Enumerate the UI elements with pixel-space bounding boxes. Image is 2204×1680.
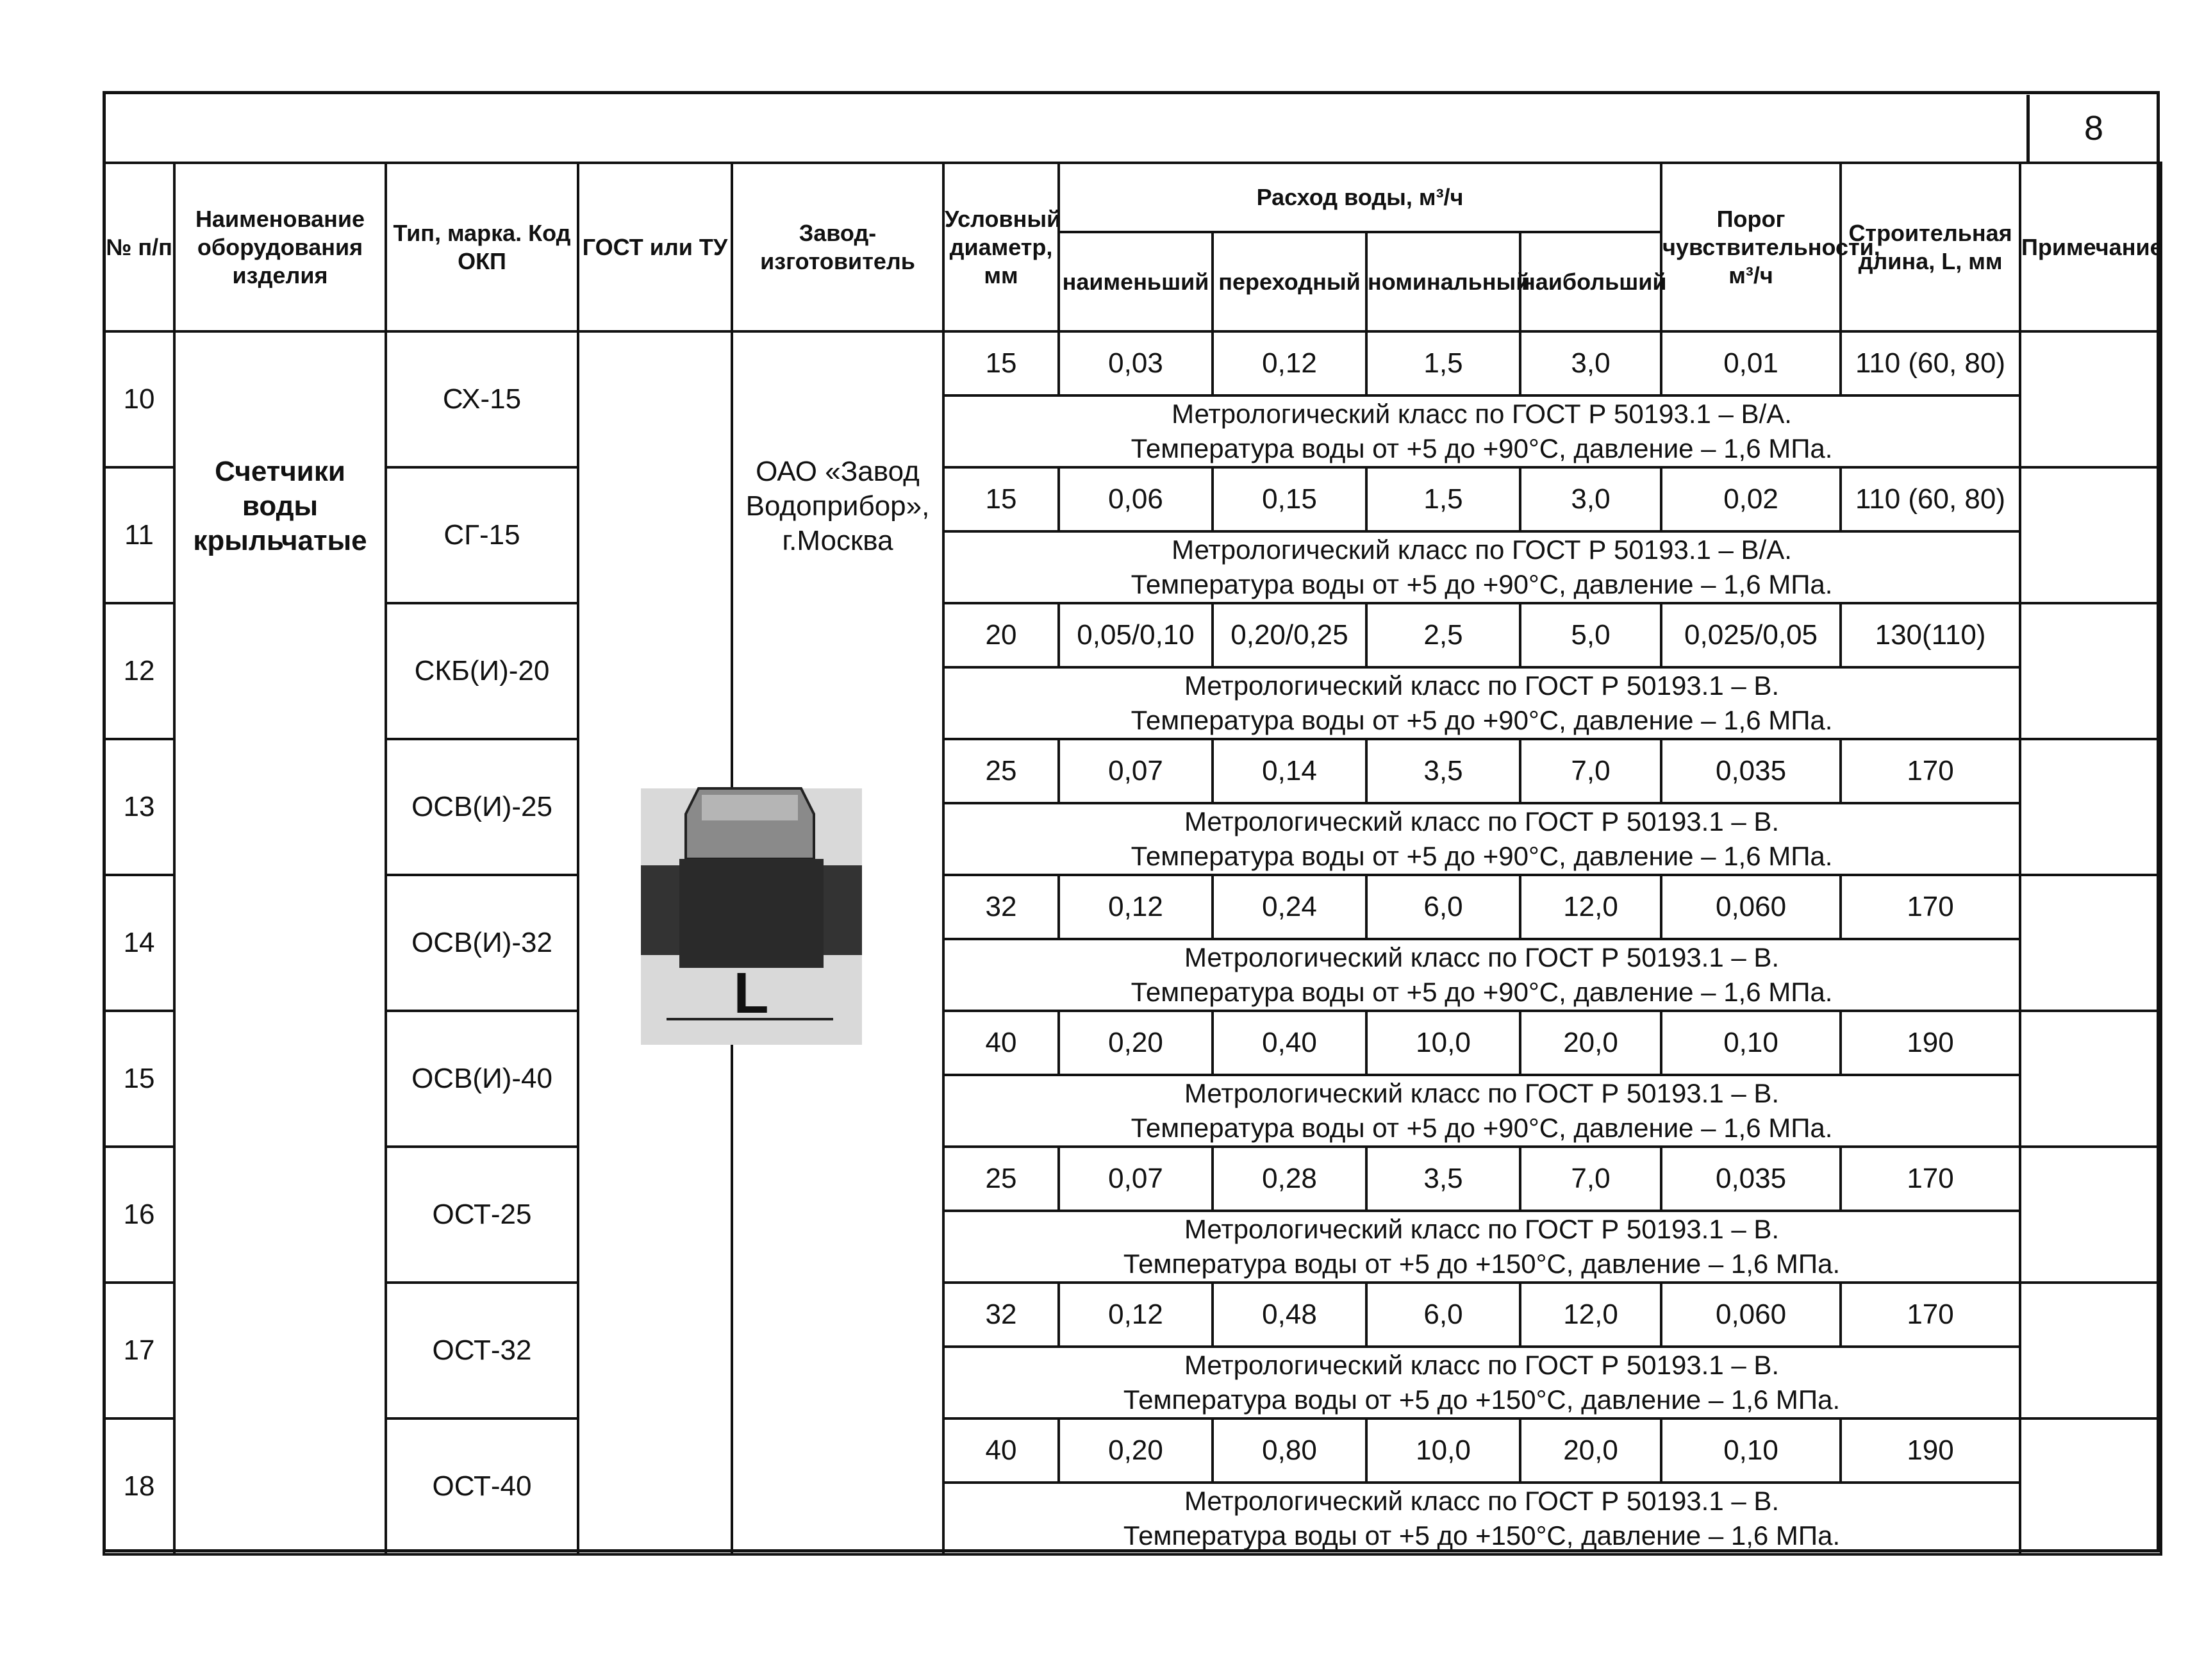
table-row: [104, 603, 2161, 667]
value-length: 130(110): [1841, 603, 2020, 667]
metrology-class: Метрологический класс по ГОСТ Р 50193.1 – В.: [1184, 1078, 1780, 1108]
value-q_nom: 3,5: [1366, 1147, 1520, 1211]
note-cell: [2020, 1011, 2161, 1147]
header-flow-max: наибольший: [1520, 232, 1661, 331]
water-meter-image: [641, 776, 862, 1045]
value-length: 170: [1841, 1283, 2020, 1347]
value-q_nom: 1,5: [1366, 467, 1520, 531]
model-type: ОСТ-32: [386, 1283, 578, 1418]
row-description: [943, 939, 2020, 1011]
row-description: [943, 803, 2020, 875]
value-length: 170: [1841, 1147, 2020, 1211]
value-threshold: 0,060: [1661, 875, 1841, 939]
temperature-pressure: Температура воды от +5 до +150°С, давление – 1,6 МПа.: [1123, 1520, 1841, 1551]
row-number: 16: [104, 1147, 174, 1283]
value-q_min: 0,06: [1059, 467, 1213, 531]
value-threshold: 0,01: [1661, 331, 1841, 395]
model-type: ОСВ(И)-25: [386, 739, 578, 875]
table-row: [104, 739, 2161, 803]
temperature-pressure: Температура воды от +5 до +90°С, давление – 1,6 МПа.: [1131, 841, 1833, 871]
value-q_nom: 3,5: [1366, 739, 1520, 803]
manufacturer: ОАО «Завод Водоприбор», г.Москва: [745, 456, 930, 556]
row-description: [943, 531, 2020, 603]
value-q_max: 12,0: [1520, 1283, 1661, 1347]
value-q_nom: 2,5: [1366, 603, 1520, 667]
value-q_max: 5,0: [1520, 603, 1661, 667]
value-q_trans: 0,12: [1213, 331, 1366, 395]
table-body: [104, 331, 2161, 1554]
value-dn: 15: [943, 331, 1059, 395]
value-dn: 40: [943, 1418, 1059, 1483]
value-q_nom: 10,0: [1366, 1418, 1520, 1483]
value-q_min: 0,03: [1059, 331, 1213, 395]
value-q_nom: 6,0: [1366, 1283, 1520, 1347]
value-q_nom: 10,0: [1366, 1011, 1520, 1075]
value-dn: 20: [943, 603, 1059, 667]
header-name: Наименование оборудования изделия: [174, 163, 386, 331]
row-number: 13: [104, 739, 174, 875]
value-q_min: 0,12: [1059, 875, 1213, 939]
note-cell: [2020, 331, 2161, 467]
value-threshold: 0,02: [1661, 467, 1841, 531]
value-length: 110 (60, 80): [1841, 331, 2020, 395]
temperature-pressure: Температура воды от +5 до +90°С, давление – 1,6 МПа.: [1131, 569, 1833, 599]
model-type: СКБ(И)-20: [386, 603, 578, 739]
note-cell: [2020, 603, 2161, 739]
value-q_trans: 0,48: [1213, 1283, 1366, 1347]
model-type: СХ-15: [386, 331, 578, 467]
row-number: 11: [104, 467, 174, 603]
value-q_min: 0,07: [1059, 1147, 1213, 1211]
header-threshold: Порог чувствительности, м³/ч: [1661, 163, 1841, 331]
value-q_min: 0,07: [1059, 739, 1213, 803]
row-number: 12: [104, 603, 174, 739]
value-threshold: 0,035: [1661, 739, 1841, 803]
row-description: [943, 1075, 2020, 1147]
value-q_min: 0,12: [1059, 1283, 1213, 1347]
row-number: 15: [104, 1011, 174, 1147]
value-threshold: 0,060: [1661, 1283, 1841, 1347]
metrology-class: Метрологический класс по ГОСТ Р 50193.1 – В.: [1184, 806, 1780, 836]
header-flow-min: наименьший: [1059, 232, 1213, 331]
header-note: Примечание: [2020, 163, 2161, 331]
table-row: [104, 331, 2161, 395]
value-dn: 15: [943, 467, 1059, 531]
note-cell: [2020, 1283, 2161, 1418]
model-type: ОСВ(И)-40: [386, 1011, 578, 1147]
table-row: [104, 1011, 2161, 1075]
metrology-class: Метрологический класс по ГОСТ Р 50193.1 – В.: [1184, 942, 1780, 972]
value-q_min: 0,20: [1059, 1011, 1213, 1075]
temperature-pressure: Температура воды от +5 до +150°С, давление – 1,6 МПа.: [1123, 1385, 1841, 1415]
temperature-pressure: Температура воды от +5 до +90°С, давление – 1,6 МПа.: [1131, 705, 1833, 735]
row-number: 14: [104, 875, 174, 1011]
value-q_max: 3,0: [1520, 331, 1661, 395]
row-description: [943, 667, 2020, 739]
header-length: Строительная длина, L, мм: [1841, 163, 2020, 331]
model-type: СГ-15: [386, 467, 578, 603]
value-dn: 32: [943, 1283, 1059, 1347]
value-q_max: 3,0: [1520, 467, 1661, 531]
value-q_max: 20,0: [1520, 1418, 1661, 1483]
table-row: [104, 1147, 2161, 1211]
value-threshold: 0,035: [1661, 1147, 1841, 1211]
value-dn: 32: [943, 875, 1059, 939]
temperature-pressure: Температура воды от +5 до +90°С, давление – 1,6 МПа.: [1131, 977, 1833, 1007]
value-dn: 25: [943, 1147, 1059, 1211]
value-threshold: 0,025/0,05: [1661, 603, 1841, 667]
note-cell: [2020, 739, 2161, 875]
table-row: [104, 875, 2161, 939]
model-type: ОСТ-25: [386, 1147, 578, 1283]
value-length: 110 (60, 80): [1841, 467, 2020, 531]
header-gost: ГОСТ или ТУ: [578, 163, 732, 331]
metrology-class: Метрологический класс по ГОСТ Р 50193.1 – В.: [1184, 1486, 1780, 1516]
temperature-pressure: Температура воды от +5 до +90°С, давление – 1,6 МПа.: [1131, 1113, 1833, 1143]
row-number: 17: [104, 1283, 174, 1418]
model-type: ОСТ-40: [386, 1418, 578, 1554]
value-length: 170: [1841, 875, 2020, 939]
value-threshold: 0,10: [1661, 1011, 1841, 1075]
row-number: 18: [104, 1418, 174, 1554]
header-diameter: Условный диаметр, мм: [943, 163, 1059, 331]
equipment-table: [103, 162, 2162, 1556]
value-q_max: 20,0: [1520, 1011, 1661, 1075]
row-number: 10: [104, 331, 174, 467]
temperature-pressure: Температура воды от +5 до +150°С, давление – 1,6 МПа.: [1123, 1249, 1841, 1279]
value-q_max: 7,0: [1520, 739, 1661, 803]
temperature-pressure: Температура воды от +5 до +90°С, давление – 1,6 МПа.: [1131, 433, 1833, 463]
header-maker: Завод-изготовитель: [732, 163, 943, 331]
row-description: [943, 1347, 2020, 1418]
row-description: [943, 1483, 2020, 1554]
table-row: [104, 467, 2161, 531]
row-description: [943, 395, 2020, 467]
header-flow-trans: переходный: [1213, 232, 1366, 331]
metrology-class: Метрологический класс по ГОСТ Р 50193.1 – В.: [1184, 670, 1780, 701]
row-description: [943, 1211, 2020, 1283]
header-type: Тип, марка. Код ОКП: [386, 163, 578, 331]
value-q_min: 0,05/0,10: [1059, 603, 1213, 667]
value-q_trans: 0,14: [1213, 739, 1366, 803]
value-q_trans: 0,40: [1213, 1011, 1366, 1075]
header-num: № п/п: [104, 163, 174, 331]
value-length: 190: [1841, 1011, 2020, 1075]
header-flow-nom: номинальный: [1366, 232, 1520, 331]
metrology-class: Метрологический класс по ГОСТ Р 50193.1 – В/А.: [1172, 399, 1792, 429]
value-q_max: 12,0: [1520, 875, 1661, 939]
value-q_trans: 0,24: [1213, 875, 1366, 939]
value-q_trans: 0,15: [1213, 467, 1366, 531]
value-threshold: 0,10: [1661, 1418, 1841, 1483]
equipment-name: Счетчики воды крыльчатые: [193, 456, 367, 556]
note-cell: [2020, 467, 2161, 603]
value-q_min: 0,20: [1059, 1418, 1213, 1483]
value-length: 190: [1841, 1418, 2020, 1483]
value-dn: 40: [943, 1011, 1059, 1075]
value-dn: 25: [943, 739, 1059, 803]
value-q_nom: 1,5: [1366, 331, 1520, 395]
note-cell: [2020, 875, 2161, 1011]
value-q_trans: 0,20/0,25: [1213, 603, 1366, 667]
equipment-name-cell: [174, 331, 386, 1554]
model-type: ОСВ(И)-32: [386, 875, 578, 1011]
value-q_trans: 0,80: [1213, 1418, 1366, 1483]
value-q_nom: 6,0: [1366, 875, 1520, 939]
metrology-class: Метрологический класс по ГОСТ Р 50193.1 – В.: [1184, 1350, 1780, 1380]
value-length: 170: [1841, 739, 2020, 803]
header-flow-group: Расход воды, м³/ч: [1059, 163, 1661, 232]
page-number: 8: [2026, 95, 2158, 162]
table-row: [104, 1283, 2161, 1347]
metrology-class: Метрологический класс по ГОСТ Р 50193.1 – В/А.: [1172, 535, 1792, 565]
value-q_max: 7,0: [1520, 1147, 1661, 1211]
meter-length-label: L: [733, 961, 769, 1026]
metrology-class: Метрологический класс по ГОСТ Р 50193.1 – В.: [1184, 1214, 1780, 1244]
note-cell: [2020, 1418, 2161, 1554]
note-cell: [2020, 1147, 2161, 1283]
value-q_trans: 0,28: [1213, 1147, 1366, 1211]
table-row: [104, 1418, 2161, 1483]
